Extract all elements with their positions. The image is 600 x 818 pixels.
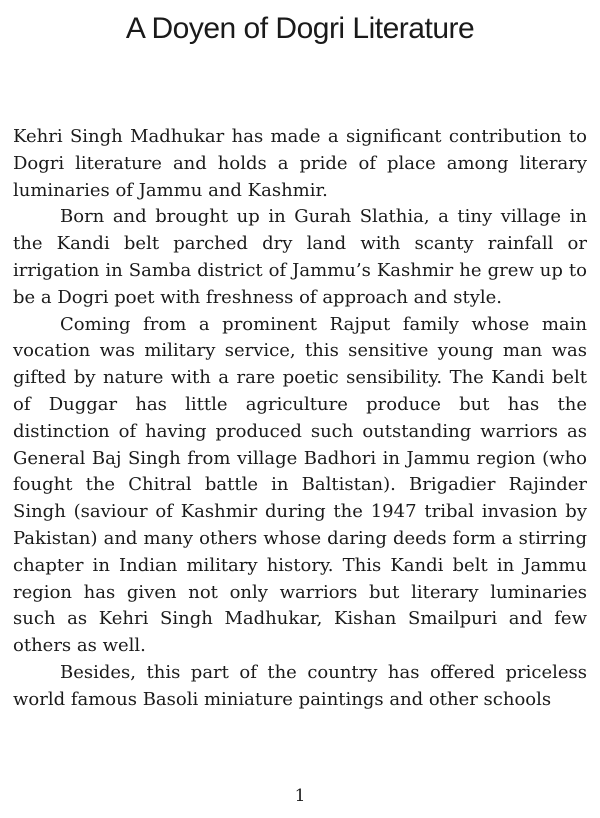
paragraph-1: Kehri Singh Madhukar has made a significant contribution to Dogri literature and holds a pride of place among literary luminaries of Jammu and Kashmir. bbox=[13, 126, 587, 201]
paragraph-2: Born and brought up in Gurah Slathia, a tiny village in the Kandi belt parched dry land with scanty rainfall or irrigation in Samba district of Jammu’s Kashmir he grew up to be a Dogri poet with freshness of approach and style. bbox=[13, 206, 587, 308]
paragraph-3: Coming from a prominent Rajput family whose main vocation was military service, this sensitive young man was gifted by nature with a rare poetic sensibility. The Kandi belt of Duggar has little agriculture produce but has the distinction of having produced such outstanding warriors as General Baj Singh from village Badhori in Jammu region (who fought the Chitral battle in Baltistan). Brigadier Rajinder Singh (saviour of Kashmir during the 1947 tribal invasion by Pakistan) and many others whose daring deeds form a stirring chapter in Indian military history. This Kandi belt in Jammu region has given not only warriors but literary luminaries such as Kehri Singh Madhukar, Kishan Smailpuri and few others as well. bbox=[13, 313, 587, 657]
paragraph-4: Besides, this part of the country has offered priceless world famous Basoli miniature paintings and other schools bbox=[13, 661, 587, 710]
chapter-title: A Doyen of Dogri Literature bbox=[125, 12, 475, 45]
body-text bbox=[13, 124, 587, 714]
page-number: 1 bbox=[294, 786, 306, 806]
